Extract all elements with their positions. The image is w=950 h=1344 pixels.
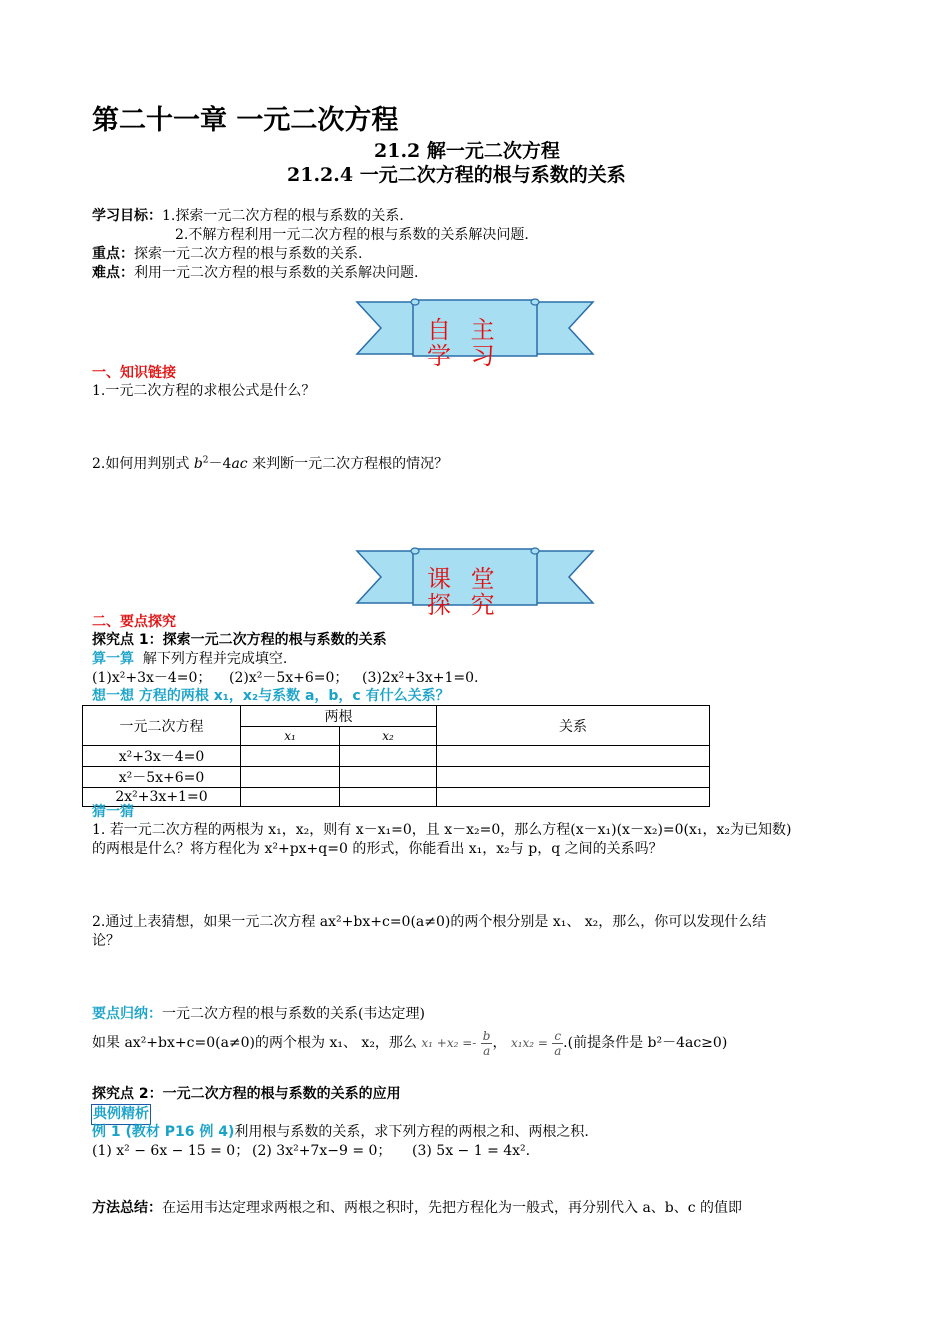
goals-label: 学习目标： xyxy=(92,208,162,224)
table-cell-relation[interactable] xyxy=(437,788,710,807)
equation-3: (3)2x²+3x+1=0. xyxy=(362,670,479,686)
goal-item-1: 1.探索一元二次方程的根与系数的关系. xyxy=(162,208,404,224)
roots-table xyxy=(82,705,710,807)
question-2: 2.如何用判别式 $b^2-4ac$ 来判断一元二次方程根的情况？ xyxy=(92,455,449,472)
table-cell-x2[interactable] xyxy=(340,767,437,788)
example-1-label: 例 1 (教材 P16 例 4) xyxy=(92,1124,235,1140)
banner-1-text: 自 主 学 习 xyxy=(427,316,501,370)
difficulty: 难点：利用一元二次方程的根与系数的关系解决问题. xyxy=(92,265,419,281)
think-line: 想一想 方程的两根 x₁，x₂与系数 a，b，c 有什么关系？ xyxy=(92,688,450,704)
equation-2: (2)x²－5x+6=0； xyxy=(229,670,349,686)
key-point-label: 重点： xyxy=(92,246,134,262)
section-title: 21.2 解一元二次方程 xyxy=(374,140,560,162)
question-1: 1.一元二次方程的求根公式是什么？ xyxy=(92,383,316,399)
table-header-x1: x₁ xyxy=(241,727,340,746)
example-eq-1: (1) x² − 6x − 15 = 0； xyxy=(92,1143,250,1159)
key-point: 重点：探索一元二次方程的根与系数的关系. xyxy=(92,246,363,262)
table-header-relation: 关系 xyxy=(437,706,710,746)
table-cell-x1[interactable] xyxy=(241,746,340,767)
table-header-equation: 一元二次方程 xyxy=(83,706,241,746)
table-cell-x2[interactable] xyxy=(340,788,437,807)
table-cell-x1[interactable] xyxy=(241,788,340,807)
guess-2-line1: 2.通过上表猜想，如果一元二次方程 ax²+bx+c=0(a≠0)的两个根分别是 x₁、 x₂，那么，你可以发现什么结 xyxy=(92,914,767,930)
equation-1: (1)x²+3x－4=0； xyxy=(92,670,212,686)
section1-heading: 一、知识链接 xyxy=(92,365,176,381)
chapter-title: 第二十一章 一元二次方程 xyxy=(92,105,399,136)
table-header-x2: x₂ xyxy=(340,727,437,746)
method-label: 方法总结： xyxy=(92,1200,162,1216)
goals-line1 xyxy=(92,207,404,226)
table-row: x²－5x+6=0 xyxy=(83,767,710,788)
example-box: 典例精析 xyxy=(91,1104,151,1125)
guess-2-line2: 论？ xyxy=(92,933,120,949)
guess-1-line2: 的两根是什么？将方程化为 x²+px+q=0 的形式，你能看出 x₁，x₂与 p，q 之间的关系吗？ xyxy=(92,841,663,857)
banner-2-text: 课 堂 探 究 xyxy=(427,565,501,619)
guess-label: 猜一猜 xyxy=(92,804,134,820)
table-cell-relation[interactable] xyxy=(437,767,710,788)
table-cell-x2[interactable] xyxy=(340,746,437,767)
difficulty-label: 难点： xyxy=(92,265,134,281)
example-eq-2: (2) 3x²+7x−9 = 0； xyxy=(252,1143,392,1159)
subsection-title: 21.2.4 一元二次方程的根与系数的关系 xyxy=(287,164,626,186)
summary-label: 要点归纳： xyxy=(92,1006,162,1022)
point2-heading: 探究点 2：一元二次方程的根与系数的关系的应用 xyxy=(92,1086,401,1102)
calc-label: 算一算 xyxy=(92,651,134,667)
method-summary: 方法总结：在运用韦达定理求两根之和、两根之积时，先把方程化为一般式，再分别代入 a、b、c 的值即 xyxy=(92,1200,743,1216)
table-cell-x1[interactable] xyxy=(241,767,340,788)
example-1: 例 1 (教材 P16 例 4)利用根与系数的关系，求下列方程的两根之和、两根之积. xyxy=(92,1124,589,1140)
table-header-roots: 两根 xyxy=(241,706,437,727)
table-cell-relation[interactable] xyxy=(437,746,710,767)
fraction-c-over-a: $\frac{c}{a}$ xyxy=(554,1028,562,1058)
vieta-formula: 如果 ax²+bx+c=0(a≠0)的两个根为 x₁、 x₂，那么 x₁ +x₂ =- $\frac{b}{a}$ ， x₁x₂ = $\frac{c}{a}$ .(前提条件是 b²－4ac≥0) xyxy=(92,1028,728,1058)
summary-line: 要点归纳：一元二次方程的根与系数的关系(韦达定理) xyxy=(92,1006,425,1022)
calc-line: 算一算 解下列方程并完成填空. xyxy=(92,651,288,667)
table-row: x²+3x－4=0 xyxy=(83,746,710,767)
example-eq-3: (3) 5x − 1 = 4x². xyxy=(412,1143,531,1159)
section2-heading: 二、要点探究 xyxy=(92,614,176,630)
point1-heading: 探究点 1：探索一元二次方程的根与系数的关系 xyxy=(92,632,387,648)
guess-1-line1: 1. 若一元二次方程的两根为 x₁，x₂，则有 x－x₁=0，且 x－x₂=0，那么方程(x－x₁)(x－x₂)=0(x₁，x₂为已知数) xyxy=(92,822,792,838)
table-row: 2x²+3x+1=0 xyxy=(83,788,710,807)
goal-item-2: 2.不解方程利用一元二次方程的根与系数的关系解决问题. xyxy=(175,227,529,243)
fraction-b-over-a: $\frac{b}{a}$ xyxy=(482,1028,491,1058)
